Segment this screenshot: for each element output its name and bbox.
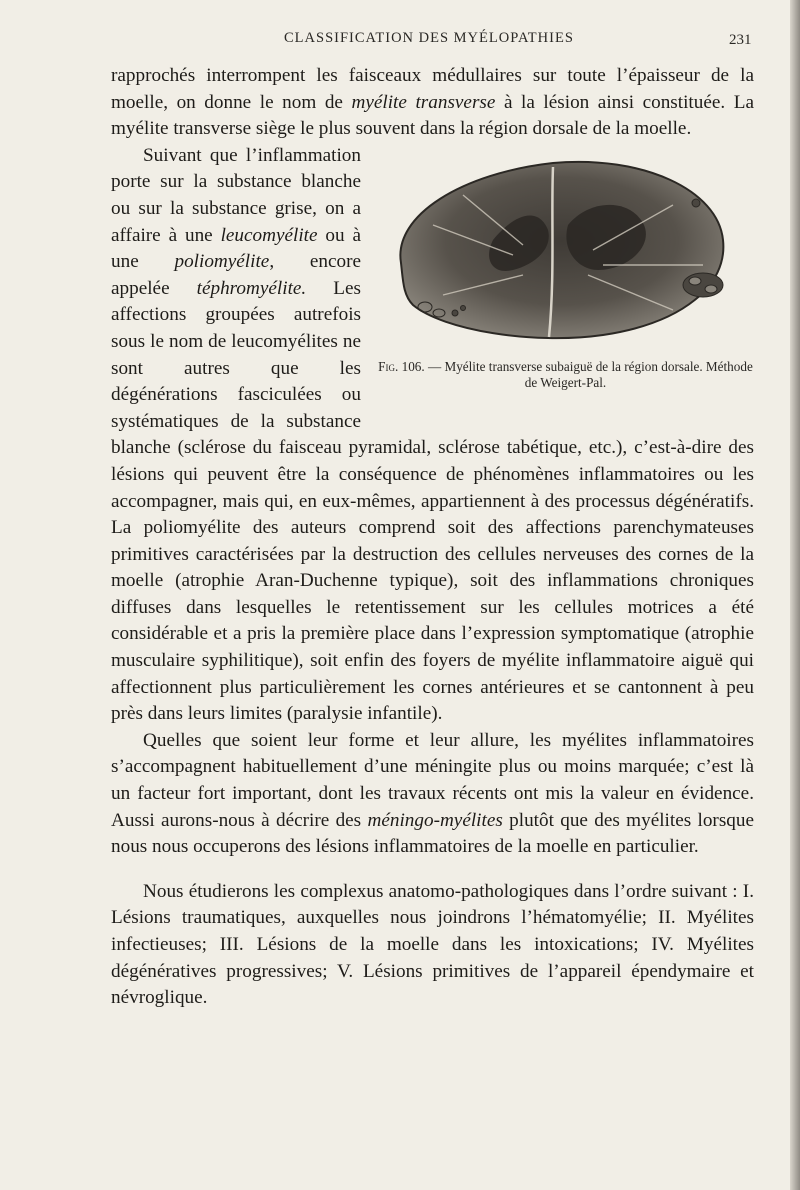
page-edge-shadow	[790, 0, 800, 1190]
text-run: Suivant que l’inflammation porte sur la substance blanche ou sur la substance grise, on a affaire à une	[111, 144, 361, 246]
text-run: Quelles que soient leur forme et leur allure, les myélites inflammatoires s’accompagnent habituellement d’une méningite plus ou moins marquée; c’est là un facteur fort important, dont les travaux récents ont mis la valeur en évidence. Aussi aurons-nous à décrire des	[111, 729, 754, 831]
term-tephromyelite: téphromyélite.	[196, 277, 307, 299]
paragraph-3	[111, 728, 754, 861]
text-run: ou à une	[111, 224, 361, 273]
figure-106	[373, 145, 758, 415]
figure-label: Fig. 106.	[378, 358, 425, 374]
paragraph-1	[111, 63, 754, 143]
spinal-cord-section-illustration	[373, 145, 758, 355]
term-meningo-myelites: méningo-myélites	[367, 809, 503, 831]
figure-caption	[373, 359, 758, 391]
text-run: à la lésion ainsi constituée. La myélite transverse siège le plus souvent dans la région dorsale de la moelle.	[111, 91, 754, 140]
running-head: CLASSIFICATION DES MYÉLOPATHIES	[284, 30, 574, 46]
body-text	[111, 63, 754, 1012]
text-run: rapprochés interrompent les faisceaux médullaires sur toute l’épaisseur de la moelle, on donne le nom de	[111, 65, 754, 113]
figure-caption-text: — Myélite transverse subaiguë de la région dorsale. Méthode de Weigert-Pal.	[424, 358, 753, 390]
paragraph-gap	[111, 861, 754, 879]
page-number: 231	[729, 32, 752, 48]
term-myelite-transverse: myélite transverse	[351, 91, 496, 113]
text-run: plutôt que des myélites lorsque nous nous occuperons des lésions inflammatoires de la moelle en particulier.	[111, 809, 754, 858]
term-poliomyelite: poliomyélite	[174, 251, 270, 273]
paragraph-4: Nous étudierons les complexus anatomo-pathologiques dans l’ordre suivant : I. Lésions traumatiques, auxquelles nous joindrons l’hématomyélie; II. Myélites infectieuses; III. Lésions de la moelle dans les intoxications; IV. Myélites dégénératives progressives; V. Lésions primitives de l’appareil épendymaire et névroglique.	[111, 880, 754, 1009]
text-run: , encore appelée	[111, 251, 361, 299]
cord-outline	[400, 162, 723, 338]
text-run: Les affections groupées autrefois sous le nom de leucomyélites ne sont autres que les dégénérations fasciculées ou systématiques de la substance blanche (sclérose du faisceau pyramidal, sclérose tabétique, etc.), c’est-à-dire des lésions qui peuvent être la conséquence de phénomènes inflammatoires ou les accompagner, mais qui, en eux-mêmes, appartiennent à des processus dégénératifs. La poliomyélite des auteurs comprend soit des affections parenchymateuses primitives caractérisées par la destruction des cellules nerveuses des cornes de la moelle (atrophie Aran-Duchenne typique), soit des inflammations chroniques diffuses dans lesquelles le retentissement sur les cellules motrices a été considérable et a pris la première place dans l’expression symptomatique (atrophie musculaire syphilitique), soit enfin des foyers de myélite inflammatoire aiguë qui affectionnent plus particulièrement les cornes antérieures et se cantonnent à peu près dans leurs limites (paralysie infantile).	[111, 277, 754, 725]
term-leucomyelite: leucomyélite	[220, 224, 318, 246]
